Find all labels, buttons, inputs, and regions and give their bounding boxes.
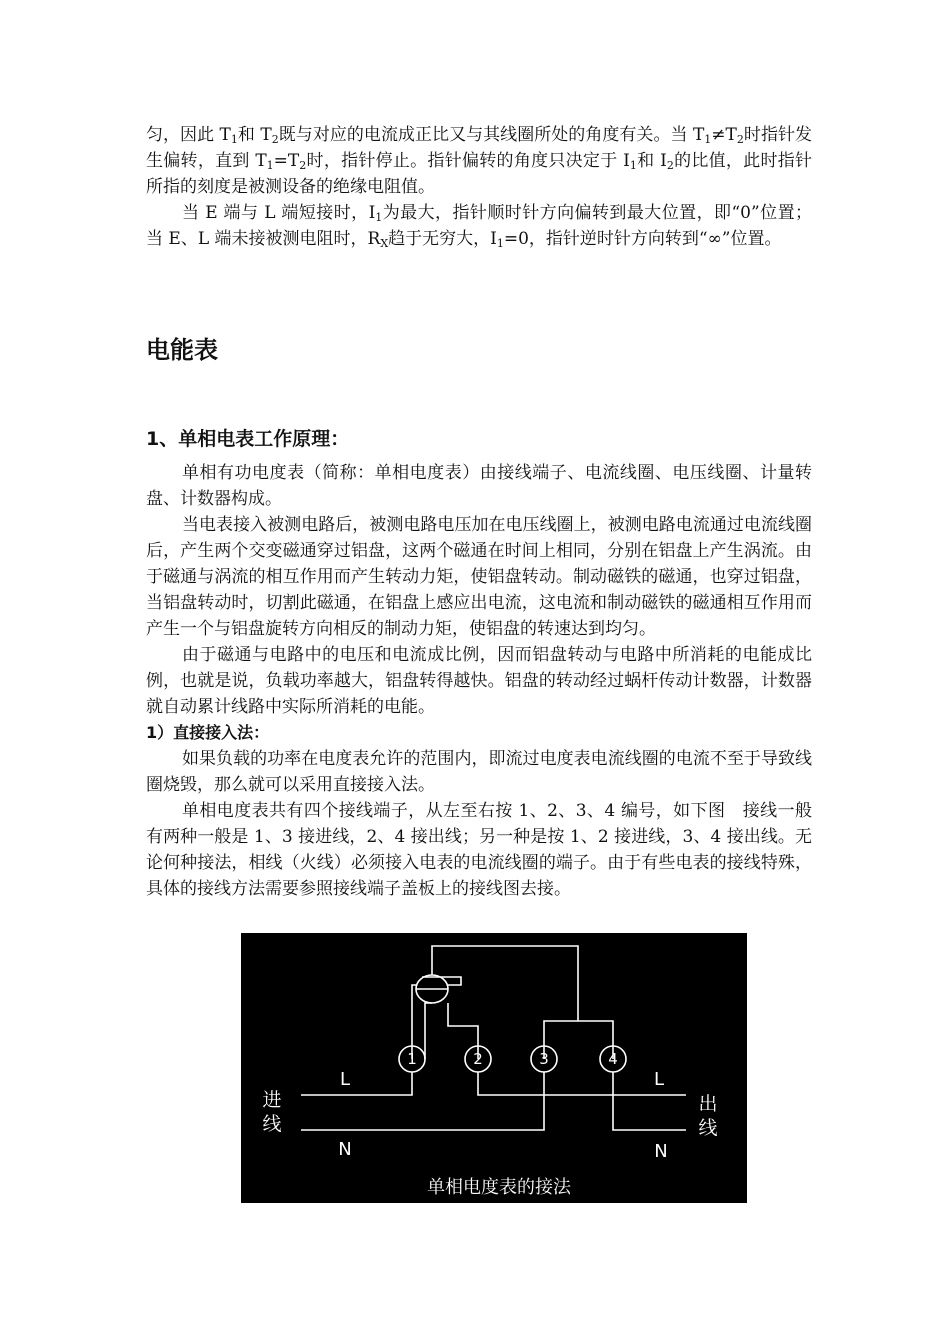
label-L-left: L (339, 1069, 351, 1090)
label-N-left: N (338, 1139, 352, 1160)
label-out-2: 线 (698, 1117, 718, 1139)
label-out-1: 出 (698, 1093, 718, 1115)
terminal-label-3: 3 (539, 1050, 549, 1068)
wiring-diagram-svg (241, 933, 747, 1203)
label-in-1: 进 (262, 1089, 282, 1111)
paragraph-direct-condition: 如果负载的功率在电度表允许的范围内，即流过电度表电流线圈的电流不至于导致线圈烧毁，那么就可以采用直接接入法。 (146, 749, 812, 795)
top-section (146, 122, 812, 252)
label-in-2: 线 (262, 1113, 282, 1135)
label-L-right: L (653, 1069, 665, 1090)
paragraph-insulation-2: 当 E 端与 L 端短接时，$I_1$为最大，指针顺时针方向偏转到最大位置，即“0”位置；当 E、L 端未接被测电阻时，$R_X$趋于无穷大，$I_1=0$，指针逆时针方向转到“∞”位置。 (146, 203, 813, 250)
label-N-right: N (654, 1141, 668, 1162)
paragraph-terminals: 单相电度表共有四个接线端子，从左至右按 1、2、3、4 编号，如下图 接线一般有两种一般是 1、3 接进线，2、4 接出线；另一种是按 1、2 接进线，3、4 接出线。无论何种接法，相线（火线）必须接入电表的电流线圈的端子。由于有些电表的接线特殊，具体的接线方法需要参照接线端子盖板上的接线图去接。 (146, 801, 812, 899)
terminal-label-2: 2 (473, 1050, 483, 1068)
wiring-diagram (241, 933, 747, 1203)
paragraph-insulation-1: 匀，因此 $T_1$和 $T_2$既与对应的电流成正比又与其线圈所处的角度有关。当 $T_1\ne T_2$时指针发生偏转，直到 $T_1=T_2$时，指针停止。指针偏转的角度只决定于 $I_1$和 $I_2$的比值，此时指针所指的刻度是被测设备的绝缘电阻值。 (146, 125, 813, 197)
heading-direct-connection: 1）直接接入法： (146, 723, 270, 742)
terminal-label-1: 1 (407, 1050, 417, 1068)
terminal-label-4: 4 (608, 1050, 618, 1068)
body-section (146, 460, 812, 902)
paragraph-proportional: 由于磁通与电路中的电压和电流成比例，因而铝盘转动与电路中所消耗的电能成比例，也就是说，负载功率越大，铝盘转得越快。铝盘的转动经过蜗杆传动计数器，计数器就自动累计线路中实际所消耗的电能。 (146, 645, 812, 717)
paragraph-working: 当电表接入被测电路后，被测电路电压加在电压线圈上，被测电路电流通过电流线圈后，产生两个交变磁通穿过铝盘，这两个磁通在时间上相同，分别在铝盘上产生涡流。由于磁通与涡流的相互作用而产生转动力矩，使铝盘转动。制动磁铁的磁通，也穿过铝盘，当铝盘转动时，切割此磁通，在铝盘上感应出电流，这电流和制动磁铁的磁通相互作用而产生一个与铝盘旋转方向相反的制动力矩，使铝盘的转速达到均匀。 (146, 515, 812, 639)
heading-energy-meter: 电能表 (146, 336, 218, 364)
figure-caption: 单相电度表的接法 (427, 1177, 571, 1198)
heading-single-phase-principle: 1、单相电表工作原理： (146, 428, 350, 450)
paragraph-components: 单相有功电度表（简称：单相电度表）由接线端子、电流线圈、电压线圈、计量转盘、计数器构成。 (146, 463, 812, 509)
